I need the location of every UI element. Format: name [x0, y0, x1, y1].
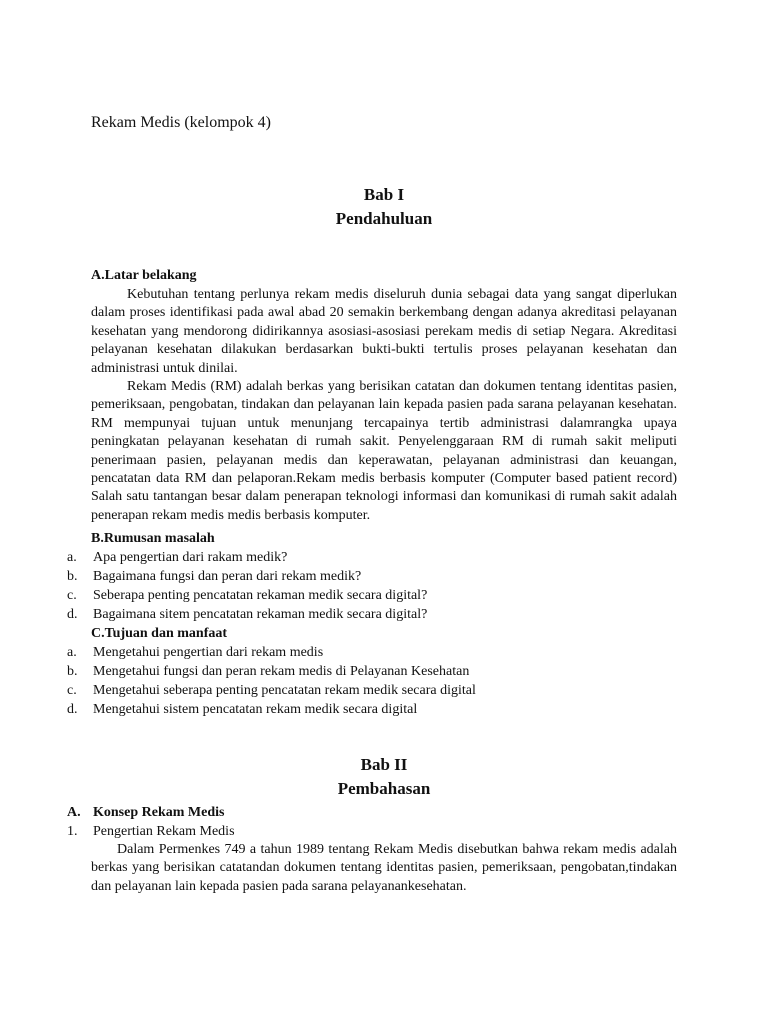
list-item — [67, 662, 687, 681]
section-marker: A. — [67, 805, 81, 820]
bab2-heading — [0, 753, 768, 801]
rumusan-masalah-heading: B.Rumusan masalah — [91, 531, 215, 546]
konsep-rekam-medis-heading — [67, 803, 687, 822]
list-marker: a. — [67, 550, 77, 565]
list-item-text: Apa pengertian dari rakam medik? — [93, 550, 288, 565]
konsep-heading-text: Konsep Rekam Medis — [93, 805, 225, 820]
list-item — [67, 700, 687, 719]
list-item-text: Mengetahui fungsi dan peran rekam medis di Pelayanan Kesehatan — [93, 664, 470, 679]
list-item — [67, 605, 687, 624]
list-item-text: Mengetahui sistem pencatatan rekam medik secara digital — [93, 702, 418, 717]
tujuan-manfaat-heading: C.Tujuan dan manfaat — [91, 626, 228, 641]
pengertian-paragraph: Dalam Permenkes 749 a tahun 1989 tentang Rekam Medis disebutkan bahwa rekam medis adalah berkas yang berisikan catatandan dokumen tentang identitas pasien, pemeriksaan, pengobatan,tindakan dan pelayanan lain kepada pasien pada sarana pelayanankesehatan. — [91, 842, 677, 894]
rumusan-list — [67, 548, 687, 624]
list-marker: d. — [67, 702, 78, 717]
list-marker: d. — [67, 607, 78, 622]
pengertian-rekam-medis-heading — [67, 822, 687, 841]
list-item-text: Mengetahui seberapa penting pencatatan rekam medik secara digital — [93, 683, 476, 698]
tujuan-list — [67, 643, 687, 719]
latar-paragraph-1: Kebutuhan tentang perlunya rekam medis diseluruh dunia sebagai data yang sangat diperlukan dalam proses identifikasi pada awal abad 20 semakin berkembang dengan adanya akreditasi pelayanan kesehatan yang mendorong didirikannya asosiasi-asosiasi perekam medis di setiap Negara. Akreditasi pelayanan kesehatan dilakukan berdasarkan bukti-bukti tertulis proses pelayanan kesehatan dan administrasi untuk dinilai. — [91, 287, 677, 376]
bab2-title: Bab II — [360, 755, 408, 774]
latar-belakang-heading: A.Latar belakang — [91, 268, 197, 283]
list-item — [67, 643, 687, 662]
list-item — [67, 567, 687, 586]
list-item-text: Bagaimana fungsi dan peran dari rekam medik? — [93, 569, 362, 584]
list-item — [67, 681, 687, 700]
bab1-subtitle: Pendahuluan — [335, 209, 433, 228]
list-marker: b. — [67, 569, 78, 584]
list-item-text: Seberapa penting pencatatan rekaman medik secara digital? — [93, 588, 428, 603]
bab1-title: Bab I — [363, 185, 405, 204]
pengertian-heading-text: Pengertian Rekam Medis — [93, 824, 235, 839]
numbered-marker: 1. — [67, 824, 78, 839]
list-marker: c. — [67, 683, 77, 698]
bab1-heading — [0, 183, 768, 231]
document-title: Rekam Medis (kelompok 4) — [91, 114, 271, 131]
list-item — [67, 548, 687, 567]
list-marker: c. — [67, 588, 77, 603]
latar-paragraph-2: Rekam Medis (RM) adalah berkas yang berisikan catatan dan dokumen tentang identitas pasien, pemeriksaan, pengobatan, tindakan dan pelayanan lain kepada pasien pada sarana pelayanan kesehatan. RM mempunyai tujuan untuk menunjang tercapainya tertib administrasi dalamrangka upaya peningkatan pelayanan kesehatan di rumah sakit. Penyelenggaraan RM di rumah sakit meliputi penerimaan pasien, pelayanan medis dan keperawatan, pelayanan administrasi dan keuangan, pencatatan data RM dan pelaporan.Rekam medis berbasis komputer (Computer based patient record) Salah satu tantangan besar dalam penerapan teknologi informasi dan komunikasi di rumah sakit adalah penerapan rekam medis medis berbasis komputer. — [91, 379, 677, 523]
list-marker: a. — [67, 645, 77, 660]
bab2-subtitle: Pembahasan — [337, 779, 431, 798]
list-item-text: Bagaimana sitem pencatatan rekaman medik secara digital? — [93, 607, 428, 622]
list-item — [67, 586, 687, 605]
list-marker: b. — [67, 664, 78, 679]
list-item-text: Mengetahui pengertian dari rekam medis — [93, 645, 324, 660]
